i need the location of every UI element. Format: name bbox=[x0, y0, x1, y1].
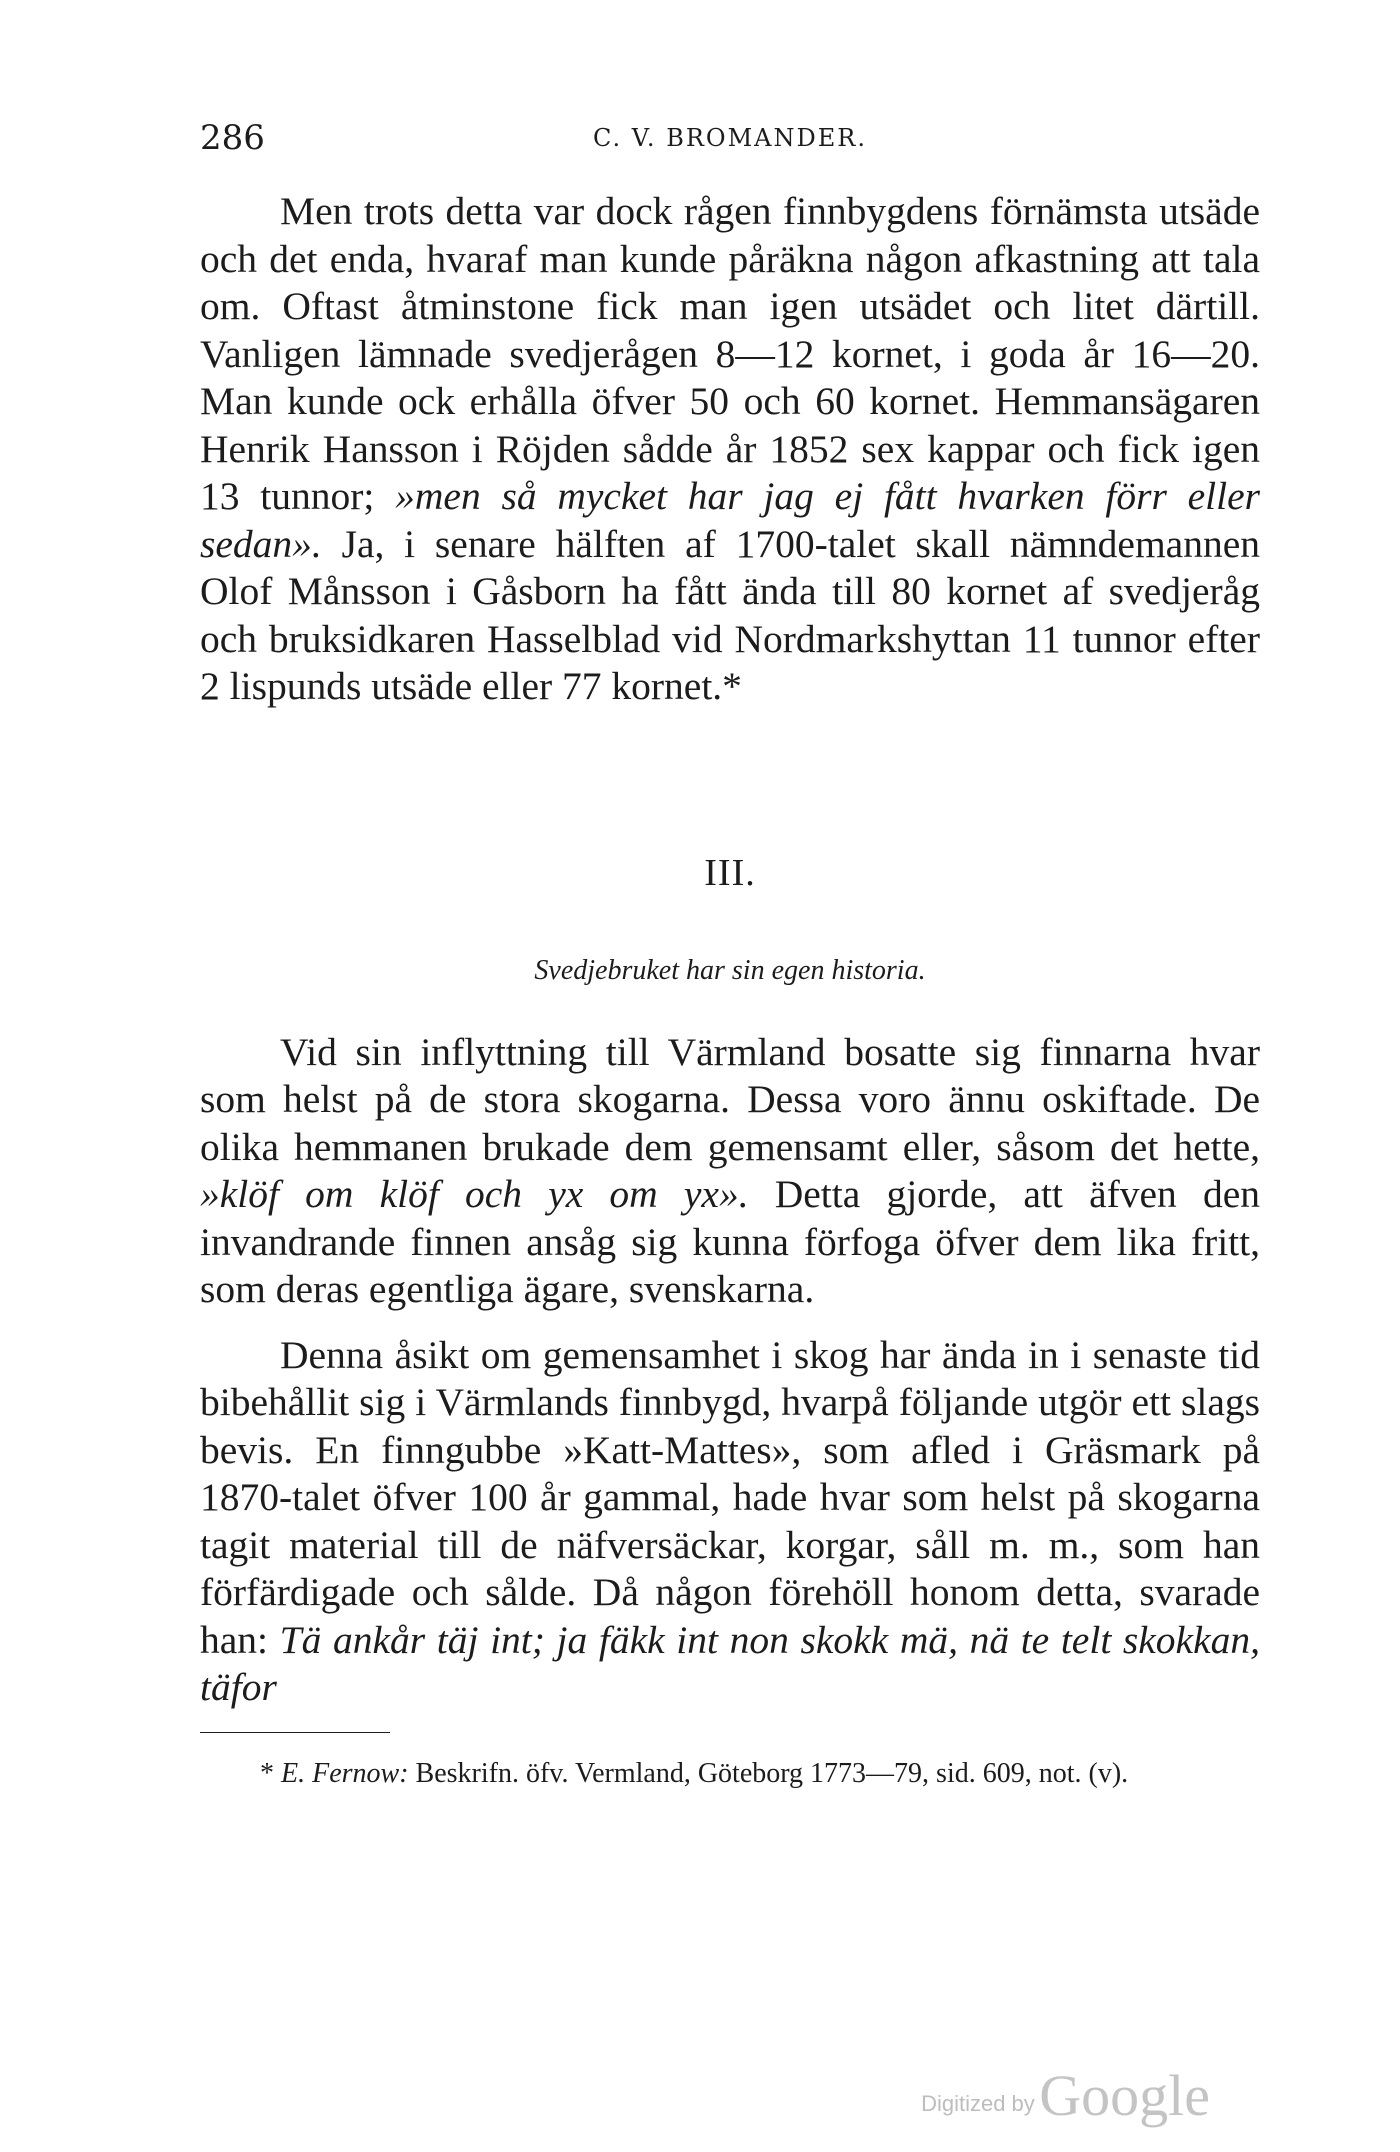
running-title: C. V. BROMANDER. bbox=[593, 124, 867, 152]
page-number: 286 bbox=[200, 118, 265, 158]
paragraph-settlement bbox=[200, 1029, 1260, 1314]
footnote bbox=[200, 1755, 1260, 1793]
footnote-marker: * bbox=[260, 1757, 281, 1789]
digitized-watermark bbox=[921, 2062, 1210, 2129]
paragraph-text: Denna åsikt om gemensamhet i skog har ända in i senaste tid bibehållit sig i Värmlands finnbygd, hvarpå följande utgör ett slags bevis. En finngubbe »Katt-Mattes», som afled i Gräsmark på 1870-talet öfver 100 år gammal, hade hvar som helst på skogarna tagit material till de näfversäckar, korgar, såll m. m., som han förfärdigade och sålde. Då någon förehöll honom detta, svarade han: bbox=[200, 1332, 1260, 1662]
running-head bbox=[200, 118, 1260, 158]
section-title: Svedjebruket har sin egen historia. bbox=[534, 954, 926, 986]
footnote-text: Beskrifn. öfv. Vermland, Göteborg 1773—79, sid. 609, not. (v). bbox=[408, 1757, 1129, 1789]
google-logo: Google bbox=[1039, 2063, 1210, 2128]
section-numeral: III. bbox=[704, 851, 756, 894]
book-page bbox=[200, 118, 1260, 1793]
italic-quote: »men så mycket har jag ej fått hvarken förr eller sedan». bbox=[200, 474, 1261, 566]
footnote-divider bbox=[200, 1732, 390, 1733]
paragraph-text: Men trots detta var dock rågen finnbygdens förnämsta utsäde och det enda, hvaraf man kunde påräkna någon afkastning att tala om. Oftast åtminstone fick man igen utsädet och litet därtill. Vanligen lämnade svedjerågen 8—12 kornet, i goda år 16—20. Man kunde ock erhålla öfver 50 och 60 kornet. Hemmansägaren Henrik Hansson i Röjden sådde år 1852 sex kappar och fick igen 13 tunnor; bbox=[200, 189, 1260, 518]
footnote-author: E. Fernow: bbox=[281, 1757, 409, 1789]
paragraph-text: Detta gjorde, att äfven den invandrande finnen ansåg sig kunna förfoga öfver dem lika fritt, som deras egentliga ägare, svenskarna. bbox=[200, 1172, 1260, 1311]
paragraph-common-forest bbox=[200, 1332, 1260, 1712]
paragraph-rye-harvest bbox=[200, 188, 1260, 711]
italic-quote: »klöf om klöf och yx om yx». bbox=[200, 1172, 749, 1216]
paragraph-text: Ja, i senare hälften af 1700-talet skall nämndemannen Olof Månsson i Gåsborn ha fått ända till 80 kornet af svedjeråg och bruksidkaren Hasselblad vid Nordmarkshyttan 11 tunnor efter 2 lispunds utsäde eller 77 kornet.* bbox=[200, 521, 1260, 708]
italic-quote: Tä ankår täj int; ja fäkk int non skokk mä, nä te telt skokkan, täfor bbox=[200, 1617, 1261, 1709]
watermark-prefix: Digitized by bbox=[921, 2091, 1035, 2116]
paragraph-text: Vid sin inflyttning till Värmland bosatte sig finnarna hvar som helst på de stora skogarna. Dessa voro ännu oskiftade. De olika hemmanen brukade dem gemensamt eller, såsom det hette, bbox=[200, 1029, 1260, 1169]
